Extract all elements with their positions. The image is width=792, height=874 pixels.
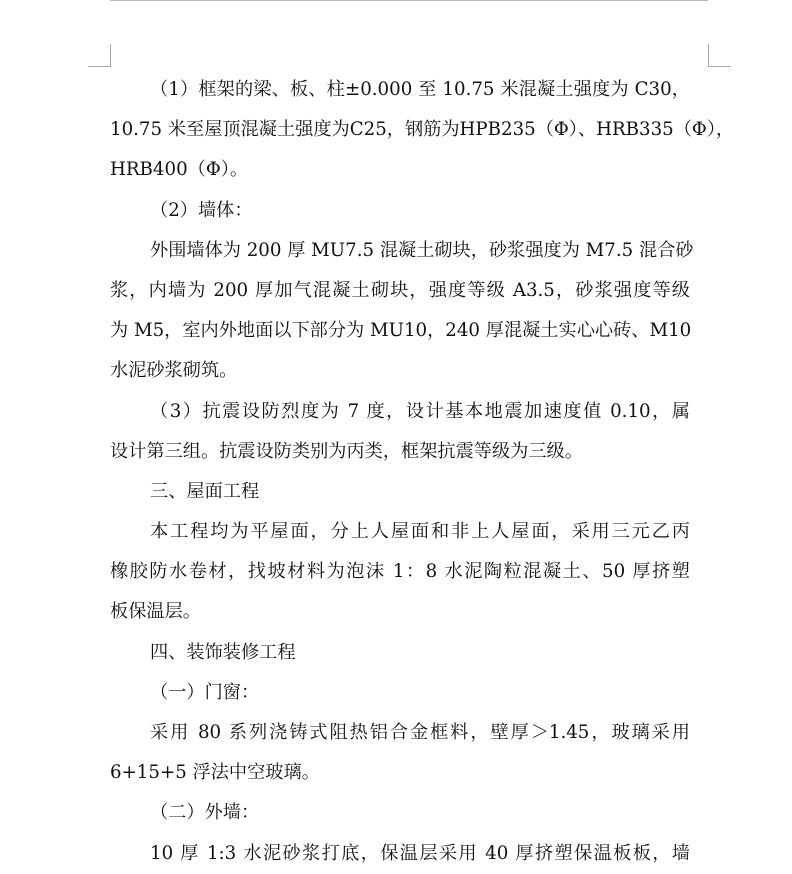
paragraph-line: （3）抗震设防烈度为 7 度，设计基本地震加速度值 0.10，属: [150, 400, 690, 422]
section-heading: （2）墙体：: [150, 199, 253, 221]
paragraph-line: 外围墙体为 200 厚 MU7.5 混凝土砌块，砂浆强度为 M7.5 混合砂: [150, 239, 694, 261]
subsection-heading: （一）门窗：: [150, 681, 260, 703]
section-heading: 四、装饰装修工程: [150, 641, 296, 663]
paragraph-line: （1）框架的梁、板、柱±0.000 至 10.75 米混凝土强度为 C30，: [150, 79, 690, 100]
page-top-border: [110, 0, 708, 1]
paragraph-line: 设计第三组。抗震设防类别为丙类，框架抗震等级为三级。: [110, 440, 583, 462]
page-corner-mark-right: [708, 44, 731, 67]
subsection-heading: （二）外墙：: [150, 802, 260, 824]
paragraph-line: 10 厚 1:3 水泥砂浆打底，保温层采用 40 厚挤塑保温板板，墙: [150, 842, 690, 864]
paragraph-line: 橡胶防水卷材，找坡材料为泡沫 1：8 水泥陶粒混凝土、50 厚挤塑: [110, 561, 690, 583]
page-corner-mark-left: [88, 44, 111, 67]
paragraph-line: 板保温层。: [110, 601, 201, 623]
paragraph-line: 10.75 米至屋顶混凝土强度为C25，钢筋为HPB235（Φ）、HRB335（Φ），: [110, 119, 735, 141]
paragraph-line: 本工程均为平屋面，分上人屋面和非上人屋面，采用三元乙丙: [150, 521, 690, 543]
section-heading: 三、屋面工程: [150, 480, 260, 502]
document-body: [110, 70, 735, 874]
paragraph-line: 采用 80 系列浇铸式阻热铝合金框料，壁厚＞1.45，玻璃采用: [150, 722, 690, 743]
paragraph-line: 为 M5，室内外地面以下部分为 MU10，240 厚混凝土实心心砖、M10: [110, 320, 692, 342]
paragraph-line: 浆，内墙为 200 厚加气混凝土砌块，强度等级 A3.5，砂浆强度等级: [110, 279, 690, 301]
paragraph-line: 6+15+5 浮法中空玻璃。: [110, 762, 320, 784]
paragraph-line: HRB400（Φ）。: [110, 159, 249, 181]
paragraph-line: 水泥砂浆砌筑。: [110, 360, 238, 382]
